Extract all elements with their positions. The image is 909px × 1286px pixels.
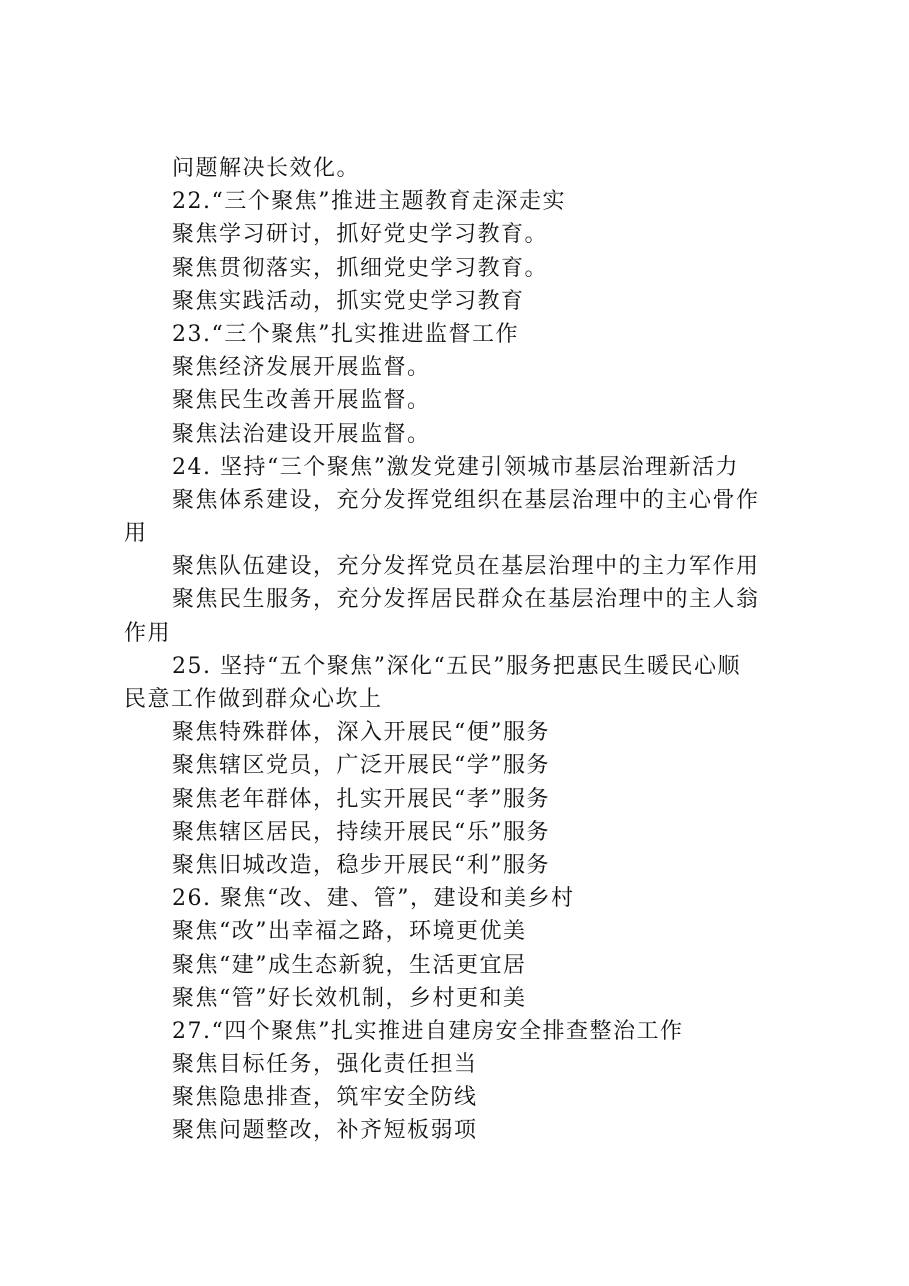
heading-25-wrap: 民意工作做到群众心坎上 — [124, 687, 383, 712]
text-line: 聚焦老年群体，扎实开展民“孝”服务 — [172, 786, 550, 812]
text-line: 聚焦学习研讨，抓好党史学习教育。 — [172, 222, 549, 248]
text-line: 聚焦队伍建设，充分发挥党员在基层治理中的主力军作用 — [172, 554, 760, 580]
text-line: 聚焦“改”出幸福之路，环境更优美 — [172, 919, 527, 945]
text-line: 聚焦经济发展开展监督。 — [172, 355, 431, 381]
text-line: 聚焦体系建设，充分发挥党组织在基层治理中的主心骨作 — [172, 487, 760, 513]
heading-25: 25. 坚持“五个聚焦”深化“五民”服务把惠民生暖民心顺 — [172, 653, 741, 679]
heading-23: 23.“三个聚焦”扎实推进监督工作 — [172, 321, 519, 347]
text-line: 聚焦问题整改，补齐短板弱项 — [172, 1118, 478, 1144]
text-line: 聚焦“管”好长效机制，乡村更和美 — [172, 985, 527, 1011]
text-line: 聚焦目标任务，强化责任担当 — [172, 1052, 478, 1078]
heading-26: 26. 聚焦“改、建、管”，建设和美乡村 — [172, 886, 575, 912]
heading-22: 22.“三个聚焦”推进主题教育走深走实 — [172, 189, 566, 215]
text-line: 聚焦隐患排查，筑牢安全防线 — [172, 1085, 478, 1111]
text-line: 聚焦“建”成生态新貌，生活更宜居 — [172, 952, 527, 978]
text-line-wrap: 用 — [124, 521, 148, 547]
text-line: 聚焦辖区党员，广泛开展民“学”服务 — [172, 753, 550, 779]
text-line: 聚焦旧城改造，稳步开展民“利”服务 — [172, 852, 550, 878]
text-line: 聚焦民生改善开展监督。 — [172, 388, 431, 414]
text-line: 聚焦民生服务，充分发挥居民群众在基层治理中的主人翁 — [172, 587, 760, 613]
heading-24: 24. 坚持“三个聚焦”激发党建引领城市基层治理新活力 — [172, 454, 739, 480]
text-line: 聚焦贯彻落实，抓细党史学习教育。 — [172, 255, 549, 281]
text-line: 聚焦法治建设开展监督。 — [172, 421, 431, 447]
text-line: 聚焦辖区居民，持续开展民“乐”服务 — [172, 819, 550, 845]
text-line-wrap: 作用 — [124, 620, 172, 646]
document-body — [124, 152, 804, 1148]
heading-27: 27.“四个聚焦”扎实推进自建房安全排查整治工作 — [172, 1018, 684, 1044]
text-line: 聚焦特殊群体，深入开展民“便”服务 — [172, 720, 550, 746]
text-line-continuation: 问题解决长效化。 — [172, 156, 361, 181]
text-line: 聚焦实践活动，抓实党史学习教育 — [172, 288, 525, 314]
